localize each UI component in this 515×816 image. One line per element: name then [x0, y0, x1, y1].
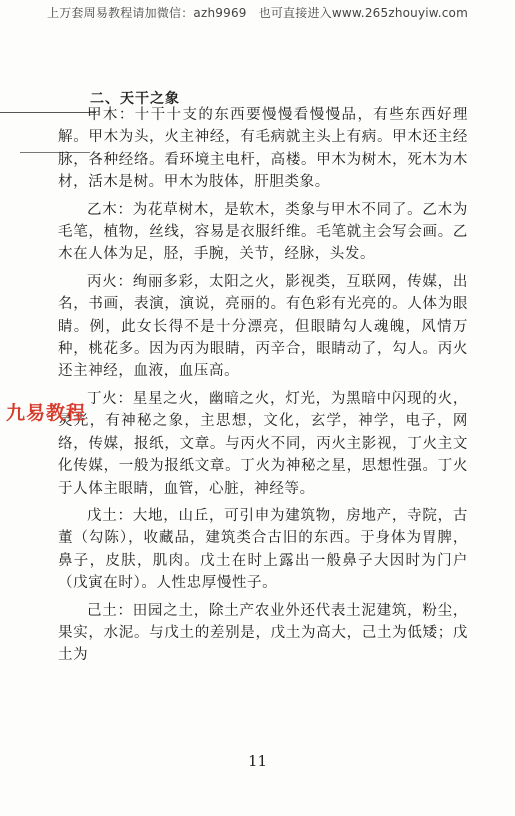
paragraph-bing-fire: 丙火：绚丽多彩，太阳之火，影视类，互联网，传媒，出名，书画，表演，演说，亮丽的。有色彩有光亮的。人体为眼睛。例，此女长得不是十分漂亮，但眼睛勾人魂魄，风情万种，桃花多。因为丙为眼睛，丙辛合，眼睛动了，勾人。丙火还主神经，血液，血压高。 [58, 273, 468, 380]
paragraph-yi-wood: 乙木：为花草树木，是软木，类象与甲木不同了。乙木为毛笔，植物，丝线，容易是衣服纤维。毛笔就主会写会画。乙木在人体为足，胫，手腕，关节，经脉，头发。 [58, 201, 468, 263]
paragraph-ji-earth: 己土：田园之土，除土产农业外还代表土泥建筑，粉尘，果实，水泥。与戊土的差别是，戊土为高大，己土为低矮；戊土为 [58, 602, 468, 664]
header-website-text: 也可直接进入www.265zhouyiw.com [258, 6, 468, 20]
paragraph-wu-earth: 戊土：大地，山丘，可引申为建筑物，房地产，寺院，古董（勾陈），收藏品，建筑类合古旧的东西。于身体为胃脾，鼻子，皮肤，肌肉。戊土在时上露出一般鼻子大因时为门户（戊寅在时）。人性忠厚慢性子。 [58, 507, 468, 592]
watermark-logo: 九易教程 [6, 402, 87, 424]
paragraph-jia-wood: 甲木：十干十支的东西要慢慢看慢慢品，有些东西好理解。甲木为头，火主神经，有毛病就主头上有病。甲木还主经脉，各种经络。看环境主电杆，高楼。甲木为树木，死木为木材，活木是树。甲木为肢体，肝胆类象。 [58, 107, 468, 191]
body-text [58, 104, 468, 672]
section-heading: 二、天干之象 [90, 91, 180, 107]
header-banner [0, 4, 515, 21]
header-wechat-text: 上万套周易教程请加微信：azh9969 [47, 6, 247, 20]
page-number: 11 [247, 752, 268, 770]
paragraph-ding-fire: 丁火：星星之火，幽暗之火，灯光，为黑暗中闪现的火，灵光，有神秘之象，主思想，文化，玄学，神学，电子，网络，传媒，报纸，文章。与丙火不同，丙火主影视，丁火主文化传媒，一般为报纸文章。丁火为神秘之星，思想性强。丁火于人体主眼睛，血管，心脏，神经等。 [58, 390, 468, 497]
